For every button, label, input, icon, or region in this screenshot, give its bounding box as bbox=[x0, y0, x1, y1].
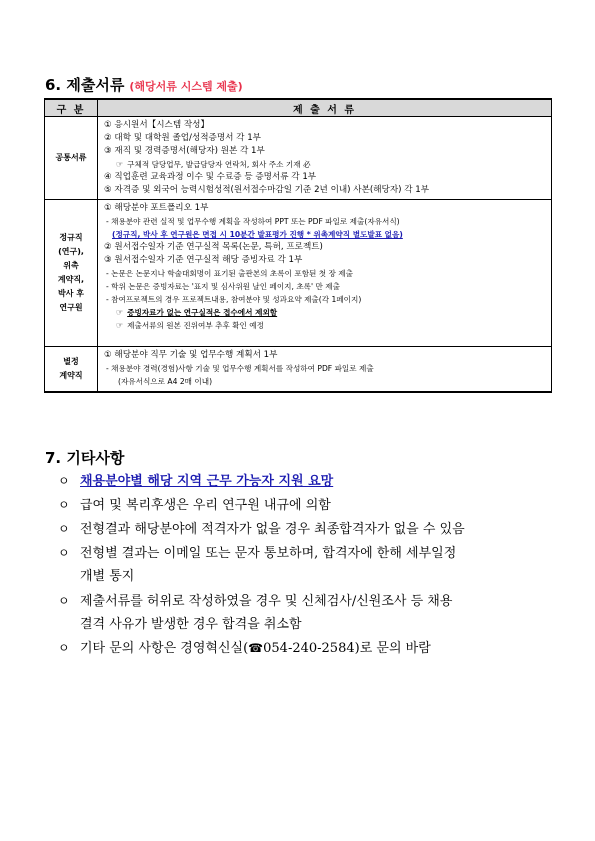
list-item: - 논문은 논문지나 학술대회명이 표기된 출판본의 초록이 포함된 첫 장 제출 bbox=[106, 269, 353, 278]
bullet-icon: ㅇ bbox=[58, 474, 70, 488]
list-item: ① 해당분야 포트폴리오 1부 bbox=[104, 203, 209, 213]
pointing-finger-icon: ☞ bbox=[116, 160, 124, 169]
category-regular: 정규직 (연구), 위촉 계약직, 박사 후 연구원 bbox=[45, 200, 98, 347]
list-item: ㅇ 채용분야별 해당 지역 근무 가능자 지원 요망 bbox=[58, 470, 333, 493]
list-item: (자유서식으로 A4 2매 이내) bbox=[118, 377, 213, 386]
list-item: - 채용분야 경력(경험)사항 기술 및 업무수행 계획서를 작성하여 PDF 파일로 제출 bbox=[106, 364, 374, 373]
list-item: ④ 직업훈련 교육과정 이수 및 수료증 등 증명서류 각 1부 bbox=[104, 172, 317, 182]
pointing-finger-icon: ☞ bbox=[116, 308, 124, 317]
list-item: ② 대학 및 대학원 졸업/성적증명서 각 1부 bbox=[104, 133, 261, 143]
category-special: 별정 계약직 bbox=[45, 347, 98, 393]
bullet-icon: ㅇ bbox=[58, 522, 70, 536]
list-item: ☞ 증빙자료가 없는 연구실적은 접수에서 제외함 bbox=[116, 308, 278, 317]
list-item: ㅇ 제출서류를 허위로 작성하였을 경우 및 신체검사/신원조사 등 채용 결격 사유가 발생한 경우 합격을 취소함 bbox=[58, 590, 452, 636]
regular-documents bbox=[98, 200, 552, 347]
section-6-note: (해당서류 시스템 제출) bbox=[129, 80, 243, 93]
bullet-icon: ㅇ bbox=[58, 498, 70, 512]
list-item: ㅇ 전형별 결과는 이메일 또는 문자 통보하며, 합격자에 한해 세부일정 개별 통지 bbox=[58, 542, 456, 588]
list-item: ㅇ 급여 및 복리후생은 우리 연구원 내규에 의함 bbox=[58, 494, 331, 517]
table-row-common bbox=[45, 117, 552, 200]
bullet-icon: ㅇ bbox=[58, 594, 70, 608]
category-common: 공통서류 bbox=[45, 117, 98, 200]
list-item: - 학위 논문은 증빙자료는 '표지 및 심사위원 날인 페이지, 초록' 만 제출 bbox=[106, 282, 340, 291]
pointing-finger-icon: ☞ bbox=[116, 321, 124, 330]
list-item: ③ 원서접수일자 기준 연구실적 해당 증빙자료 각 1부 bbox=[104, 255, 303, 265]
documents-table bbox=[44, 98, 552, 393]
bullet-icon: ㅇ bbox=[58, 641, 70, 655]
list-item: ③ 재직 및 경력증명서(해당자) 원본 각 1부 bbox=[104, 146, 265, 156]
list-item: ② 원서접수일자 기준 연구실적 목록(논문, 특허, 프로젝트) bbox=[104, 242, 323, 252]
section-6-title bbox=[45, 74, 243, 95]
list-item: - 참여프로젝트의 경우 프로젝트내용, 참여분야 및 성과요약 제출(각 1페이지) bbox=[106, 295, 362, 304]
header-documents: 제 출 서 류 bbox=[98, 99, 552, 117]
list-item: ㅇ 전형결과 해당분야에 적격자가 없을 경우 최종합격자가 없을 수 있음 bbox=[58, 518, 465, 541]
table-header-row bbox=[45, 99, 552, 117]
list-item: - 채용분야 관련 실적 및 업무수행 계획을 작성하여 PPT 또는 PDF 파일로 제출(자유서식) bbox=[106, 217, 400, 226]
table-row-regular bbox=[45, 200, 552, 347]
phone-icon: ☎ bbox=[248, 641, 264, 655]
list-item: ⑤ 자격증 및 외국어 능력시험성적(원서접수마감일 기준 2년 이내) 사본(해당자) 각 1부 bbox=[104, 185, 430, 195]
section-6-heading: 6. 제출서류 bbox=[45, 76, 125, 94]
list-item: ① 응시원서【시스템 작성】 bbox=[104, 120, 210, 130]
header-category: 구 분 bbox=[45, 99, 98, 117]
special-documents bbox=[98, 347, 552, 393]
table-row-special bbox=[45, 347, 552, 393]
list-item: ① 해당분야 직무 기술 및 업무수행 계획서 1부 bbox=[104, 350, 278, 360]
list-item: ☞ 제출서류의 원본 진위여부 추후 확인 예정 bbox=[116, 321, 264, 330]
bullet-icon: ㅇ bbox=[58, 546, 70, 560]
section-7-title: 7. 기타사항 bbox=[45, 449, 125, 467]
list-item: ㅇ 기타 문의 사항은 경영혁신실(☎054-240-2584)로 문의 바람 bbox=[58, 637, 431, 660]
common-documents bbox=[98, 117, 552, 200]
presentation-notice: (정규직, 박사 후 연구원은 면접 시 10분간 발표평가 진행 * 위촉계약직 별도발표 없음) bbox=[112, 230, 403, 239]
list-item: ☞ 구체적 담당업무, 발급담당자 연락처, 회사 주소 기재 必 bbox=[116, 160, 311, 169]
